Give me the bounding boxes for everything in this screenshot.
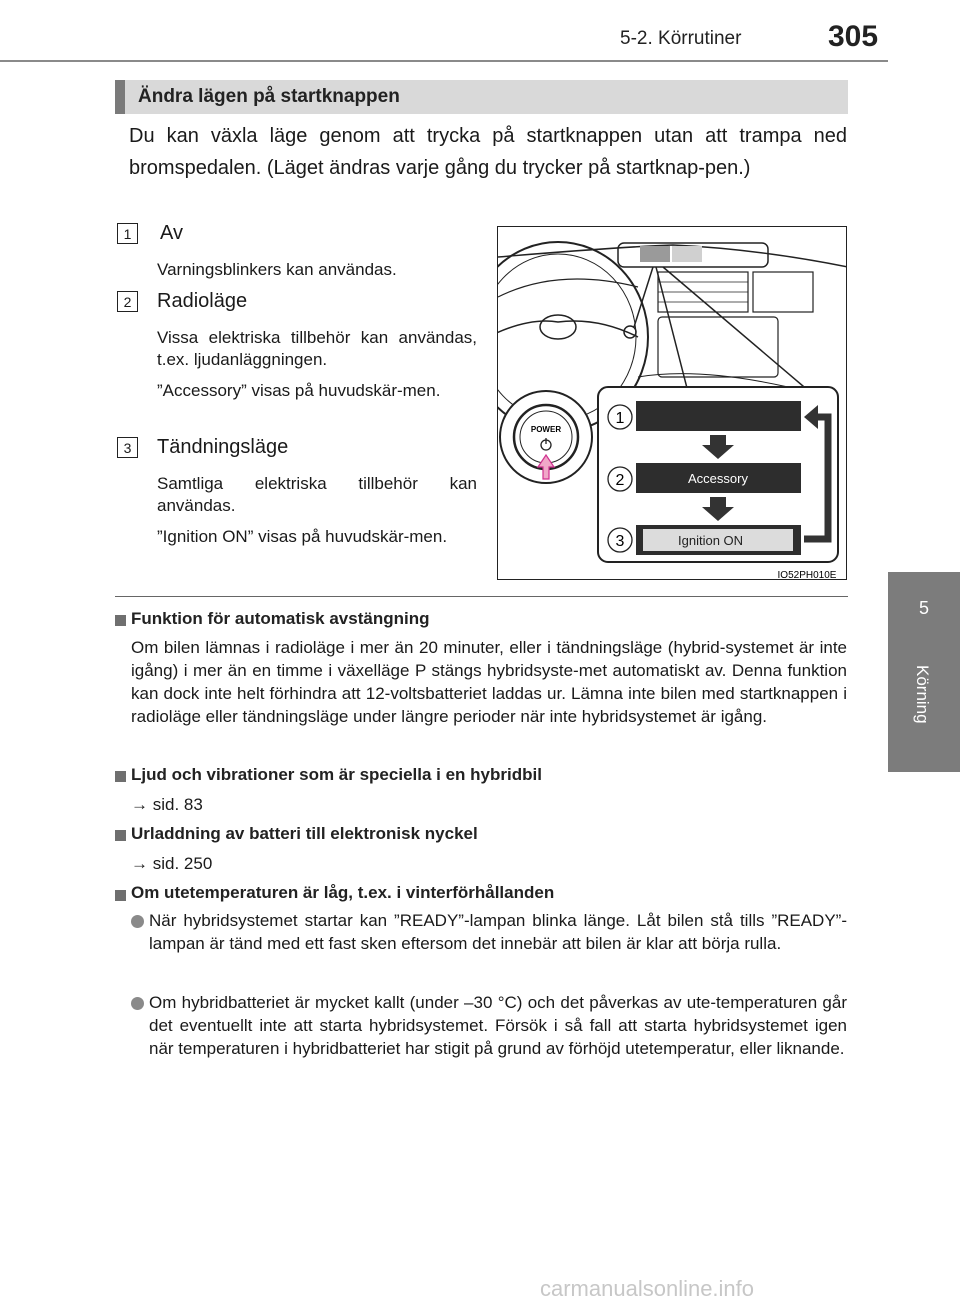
note-bullet-square [115,771,126,782]
item-title-off: Av [160,222,183,244]
page-reference-link[interactable]: sid. 250 [152,854,213,873]
item-title-ignition: Tändningsläge [157,436,289,458]
note-bullet-text: När hybridsystemet startar kan ”READY”-lampan blinka länge. Låt bilen stå tills ”READY”-lampan är tänd med ett fast sken eftersom det innebär att bilen är klar att börja rulla. [149,911,847,953]
watermark: carmanualsonline.info [540,1276,755,1301]
dashboard-drawing [498,227,847,580]
arrow-icon: → [131,795,148,814]
screen-text-ignition: Ignition ON [678,533,744,548]
note-heading: Om utetemperaturen är låg, t.ex. i vinterförhållanden [131,883,555,902]
item-description: Varningsblinkers kan användas. [157,260,397,279]
item-description: ”Ignition ON” visas på huvudskär-men. [157,527,448,546]
page-reference [131,852,212,875]
callout-number: 2 [615,472,625,489]
note-bullet-text: Om hybridbatteriet är mycket kallt (under –30 °C) och det påverkas av ute-temperaturen går det eventuellt inte att starta hybridsystemet. Försök i så fall att starta hybridsystemet igen när temperaturen i hybridbatteriet har stigit på grund av förhöjd utetemperatur, eller liknande. [149,993,847,1058]
item-number-badge: 1 [117,223,138,244]
screen-text-accessory: Accessory [688,471,748,486]
section-breadcrumb: 5-2. Körrutiner [620,28,742,49]
item-description: Samtliga elektriska tillbehör kan användas. [157,474,477,515]
bullet-dot-icon [131,915,144,928]
note-bullet-square [115,615,126,626]
page-reference [131,793,203,816]
note-bullet-square [115,830,126,841]
item-title-radio: Radioläge [157,290,248,312]
dashboard-illustration [497,226,847,580]
item-number-badge: 3 [117,437,138,458]
note-heading: Urladdning av batteri till elektronisk nyckel [131,824,478,843]
note-paragraph: Om bilen lämnas i radioläge i mer än 20 minuter, eller i tändningsläge (hybrid-systemet är inte igång) i mer än en timme i växelläge P stängs hybridsyste-met automatiskt av. Denna funktion kan dock inte helt förhindra att 12-voltsbatteriet laddas ur. Lämna inte bilen med startknappen i radioläge eller tändningsläge under längre perioder när inte hybridsystemet är igång. [131,638,847,726]
arrow-icon: → [131,854,148,873]
illustration-code: IO52PH010E [777,570,837,580]
page-reference-link[interactable]: sid. 83 [152,795,203,814]
note-heading: Funktion för automatisk avstängning [131,609,430,628]
chapter-tab-label: Körning [913,665,932,724]
page-number: 305 [828,20,879,53]
item-description: Vissa elektriska tillbehör kan användas, t.ex. ljudanläggningen. [157,328,477,369]
callout-number: 1 [615,410,625,427]
bullet-dot-icon [131,997,144,1010]
chapter-tab-number: 5 [918,598,929,618]
section-heading-accent [115,80,125,114]
note-heading: Ljud och vibrationer som är speciella i en hybridbil [131,765,542,784]
intro-paragraph: Du kan växla läge genom att trycka på startknappen utan att trampa ned bromspedalen. (Läget ändras varje gång du trycker på startknap-pen.) [129,125,847,179]
callout-number: 3 [615,533,625,550]
item-description: ”Accessory” visas på huvudskär-men. [157,381,441,400]
note-bullet-square [115,890,126,901]
section-heading: Ändra lägen på startknappen [138,86,400,107]
item-number-badge: 2 [117,291,138,312]
header-divider [0,60,888,62]
power-button-label: POWER [530,425,562,434]
notes-divider [115,596,848,597]
